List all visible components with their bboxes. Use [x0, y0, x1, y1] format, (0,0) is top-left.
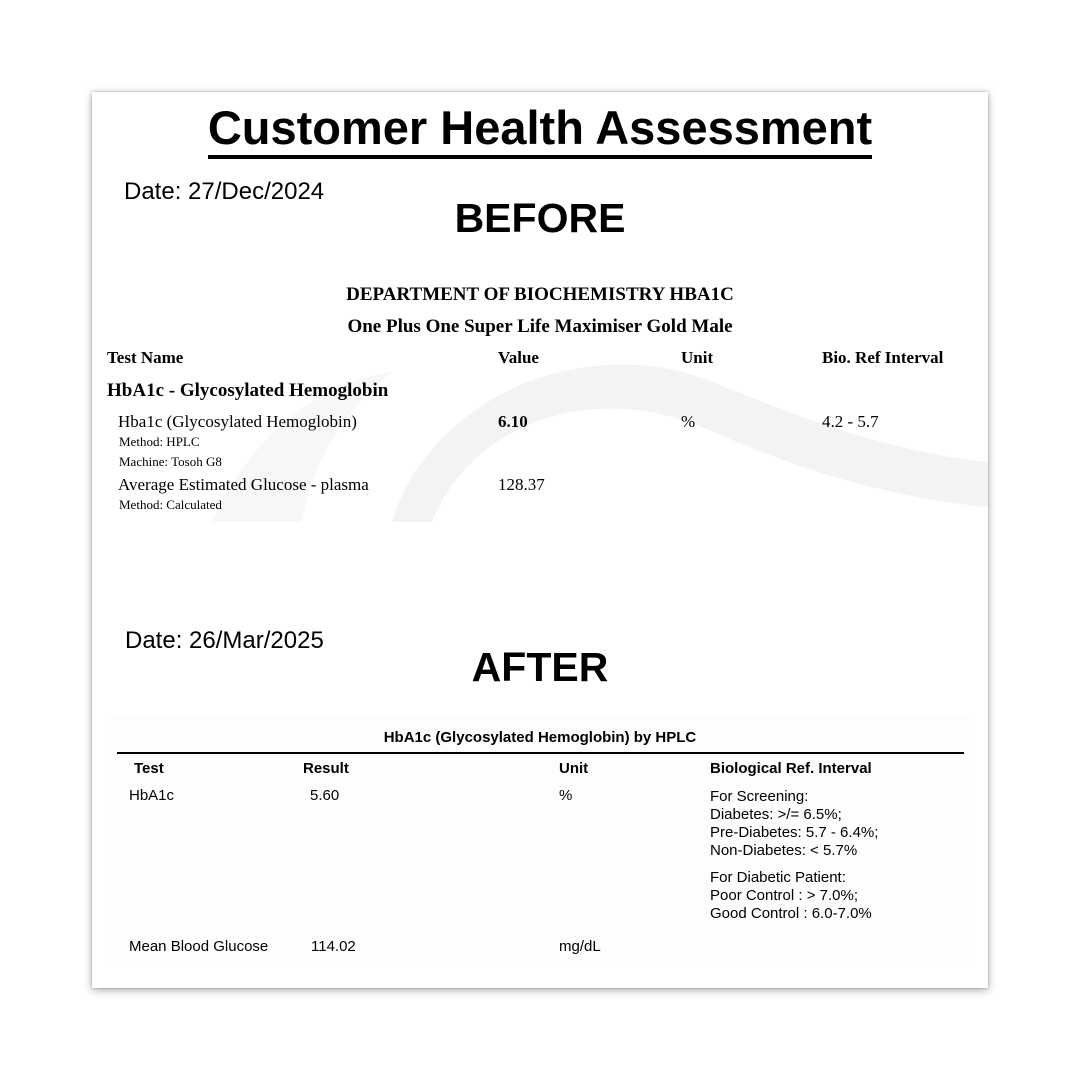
- col-test-name: Test Name: [107, 348, 184, 367]
- header-divider: [117, 752, 964, 754]
- col-unit: Unit: [559, 760, 589, 777]
- before-date: Date: 27/Dec/2024: [124, 178, 325, 205]
- test-ref-interval: 4.2 - 5.7: [822, 412, 879, 431]
- assessment-card: [92, 92, 988, 988]
- col-ref-interval: Bio. Ref Interval: [822, 348, 944, 367]
- package-name: One Plus One Super Life Maximiser Gold Male: [347, 316, 733, 337]
- test-group-heading: HbA1c - Glycosylated Hemoglobin: [107, 380, 389, 401]
- report-title: HbA1c (Glycosylated Hemoglobin) by HPLC: [383, 729, 697, 746]
- test-unit: %: [681, 412, 696, 431]
- before-label: BEFORE: [454, 195, 626, 241]
- test-name: Mean Blood Glucose: [129, 938, 269, 955]
- test-name: HbA1c: [129, 787, 175, 804]
- col-unit: Unit: [681, 348, 714, 367]
- screening-interval: For Screening: Diabetes: >/= 6.5%; Pre-Diabetes: 5.7 - 6.4%; Non-Diabetes: < 5.7%: [710, 788, 879, 859]
- test-method: Method: Calculated: [119, 497, 222, 512]
- col-value: Value: [498, 348, 539, 367]
- after-label: AFTER: [471, 644, 609, 690]
- test-unit: %: [559, 787, 573, 804]
- test-result: 114.02: [311, 938, 356, 955]
- before-report: [92, 272, 988, 522]
- test-name: Average Estimated Glucose - plasma: [118, 475, 369, 494]
- page-title: Customer Health Assessment: [92, 100, 988, 156]
- test-unit: mg/dL: [559, 938, 601, 955]
- department-heading: DEPARTMENT OF BIOCHEMISTRY HBA1C: [346, 284, 734, 305]
- test-machine: Machine: Tosoh G8: [119, 454, 222, 469]
- test-value: 128.37: [498, 475, 545, 494]
- test-name: Hba1c (Glycosylated Hemoglobin): [118, 412, 357, 431]
- col-ref-interval: Biological Ref. Interval: [710, 760, 872, 777]
- diabetic-interval: For Diabetic Patient: Poor Control : > 7.0%; Good Control : 6.0-7.0%: [710, 869, 872, 922]
- col-test: Test: [134, 760, 164, 777]
- after-report: [106, 716, 974, 966]
- test-value: 6.10: [498, 412, 528, 431]
- after-date: Date: 26/Mar/2025: [125, 627, 324, 654]
- test-result: 5.60: [310, 787, 340, 804]
- test-method: Method: HPLC: [119, 434, 200, 449]
- col-result: Result: [303, 760, 349, 777]
